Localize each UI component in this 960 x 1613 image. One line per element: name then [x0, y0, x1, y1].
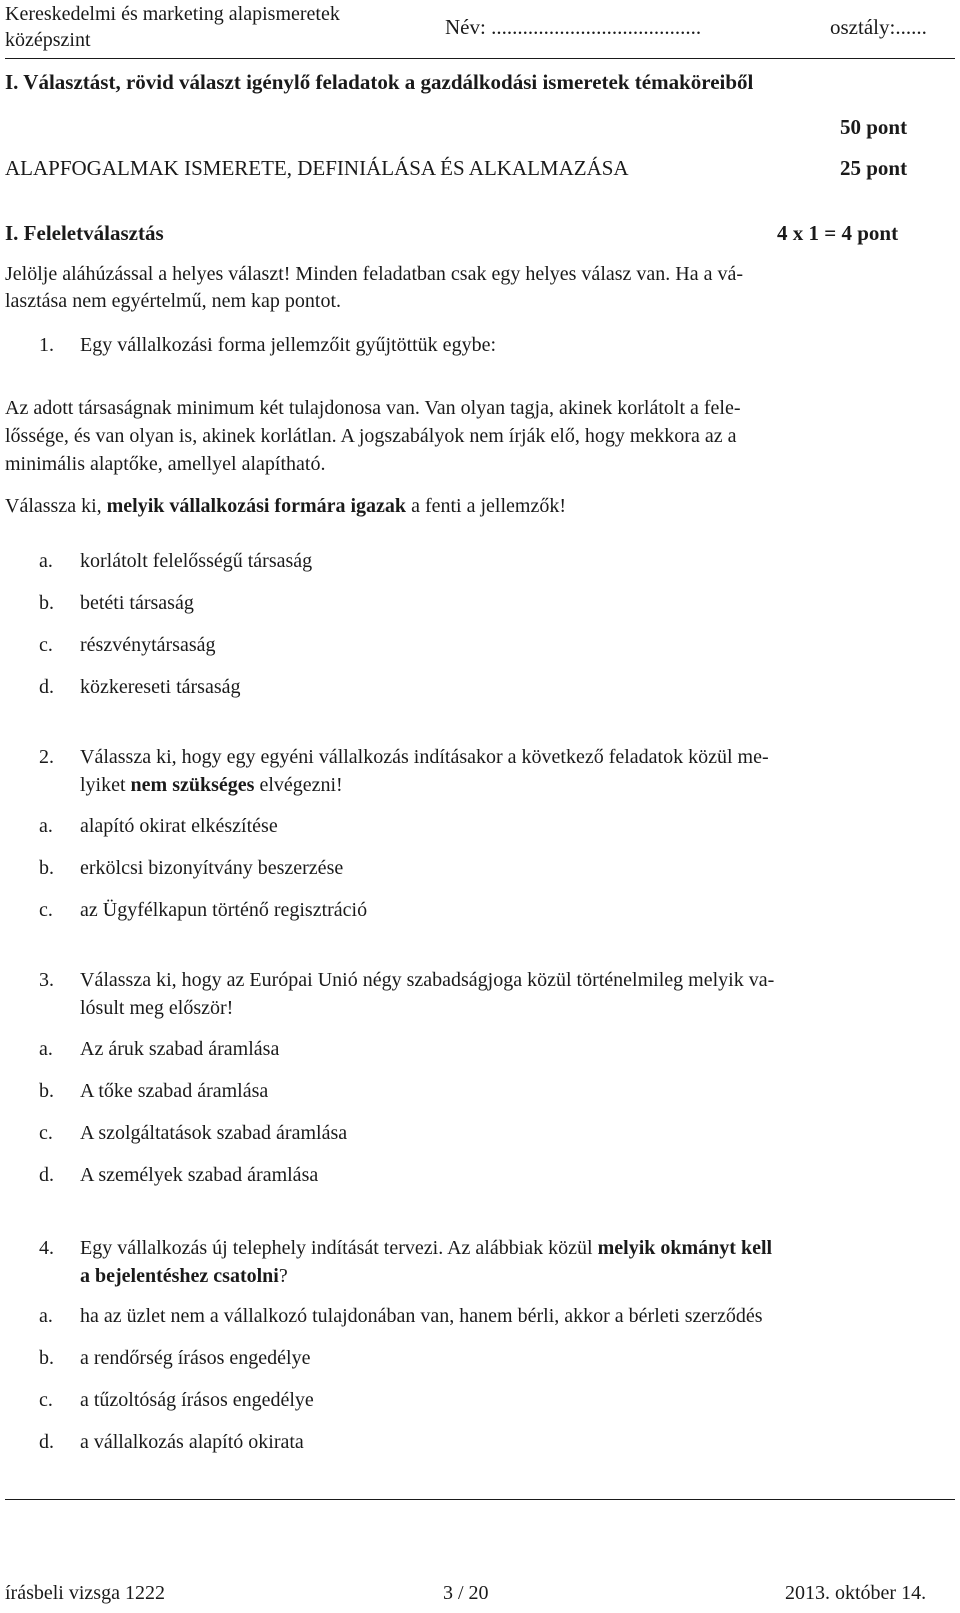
description-line: lőssége, és van olyan is, akinek korlátlan. A jogszabályok nem írják elő, hogy mekkora az a: [5, 425, 737, 447]
question-text-part: Egy vállalkozás új telephely indítását tervezi. Az alábbiak közül: [80, 1237, 598, 1259]
footer-exam-id: írásbeli vizsga 1222: [5, 1582, 165, 1604]
header-divider: [5, 58, 955, 59]
answer-option[interactable]: A szolgáltatások szabad áramlása: [80, 1122, 348, 1144]
question-emphasis: a bejelentéshez csatolni: [80, 1265, 279, 1287]
question-text: Egy vállalkozási forma jellemzőit gyűjtöttük egybe:: [80, 334, 496, 356]
option-mark: c.: [39, 1122, 53, 1144]
section-title: I. Választást, rövid választ igénylő feladatok a gazdálkodási ismeretek témaköreiből: [5, 70, 754, 94]
footer-date: 2013. október 14.: [785, 1582, 927, 1604]
subtitle-points: 25 pont: [840, 156, 908, 180]
option-mark: b.: [39, 592, 54, 614]
instructions-line2: lasztása nem egyértelmű, nem kap pontot.: [5, 290, 342, 312]
option-mark: a.: [39, 1305, 53, 1327]
question-number: 1.: [39, 334, 54, 356]
answer-option[interactable]: erkölcsi bizonyítvány beszerzése: [80, 857, 344, 879]
question-number: 3.: [39, 969, 54, 991]
option-mark: a.: [39, 550, 53, 572]
question-text: Válassza ki, hogy az Európai Unió négy szabadságjoga közül történelmileg melyik va-: [80, 969, 775, 991]
header-name-field: Név: ........................................: [445, 15, 702, 39]
answer-option[interactable]: betéti társaság: [80, 592, 194, 614]
answer-option[interactable]: az Ügyfélkapun történő regisztráció: [80, 899, 368, 921]
footer-divider: [5, 1499, 955, 1500]
answer-option[interactable]: ha az üzlet nem a vállalkozó tulajdonában van, hanem bérli, akkor a bérleti szerződés: [80, 1305, 763, 1327]
description-line: minimális alaptőke, amellyel alapítható.: [5, 453, 326, 475]
header-level: középszint: [5, 29, 91, 51]
answer-option[interactable]: a rendőrség írásos engedélye: [80, 1347, 311, 1369]
answer-option[interactable]: A személyek szabad áramlása: [80, 1164, 319, 1186]
answer-option[interactable]: a vállalkozás alapító okirata: [80, 1431, 304, 1453]
option-mark: b.: [39, 1080, 54, 1102]
answer-option[interactable]: A tőke szabad áramlása: [80, 1080, 269, 1102]
question-emphasis: nem szükséges: [130, 774, 255, 796]
option-mark: b.: [39, 1347, 54, 1369]
section-subtitle: ALAPFOGALMAK ISMERETE, DEFINIÁLÁSA ÉS ALKALMAZÁSA: [5, 156, 629, 180]
header-subject: Kereskedelmi és marketing alapismeretek: [5, 3, 340, 25]
answer-option[interactable]: alapító okirat elkészítése: [80, 815, 278, 837]
question-text: [80, 1262, 288, 1290]
description-line: Az adott társaságnak minimum két tulajdonosa van. Van olyan tagja, akinek korlátolt a fele-: [5, 397, 741, 419]
prompt-text: a fenti a jellemzők!: [406, 495, 566, 517]
option-mark: c.: [39, 1389, 53, 1411]
answer-option[interactable]: korlátolt felelősségű társaság: [80, 550, 313, 572]
question-text: [80, 771, 343, 799]
answer-option[interactable]: Az áruk szabad áramlása: [80, 1038, 280, 1060]
question-text: [80, 1234, 772, 1262]
option-mark: d.: [39, 1164, 54, 1186]
prompt-emphasis: melyik vállalkozási formára igazak: [106, 495, 407, 517]
option-mark: d.: [39, 676, 54, 698]
answer-option[interactable]: közkereseti társaság: [80, 676, 241, 698]
question-emphasis: melyik okmányt kell: [597, 1237, 773, 1259]
section-points: 50 pont: [840, 115, 908, 139]
option-mark: a.: [39, 1038, 53, 1060]
answer-option[interactable]: részvénytársaság: [80, 634, 216, 656]
option-mark: a.: [39, 815, 53, 837]
question-text-part: elvégezni!: [254, 774, 343, 796]
option-mark: d.: [39, 1431, 54, 1453]
option-mark: c.: [39, 899, 53, 921]
question-number: 4.: [39, 1237, 54, 1259]
prompt-text: Válassza ki,: [5, 495, 107, 517]
question-text-part: ?: [278, 1265, 288, 1287]
question-prompt: [5, 494, 566, 518]
question-text: Válassza ki, hogy egy egyéni vállalkozás indításakor a következő feladatok közül me-: [80, 746, 769, 768]
page-number: 3 / 20: [443, 1582, 489, 1604]
task-title: I. Feleletválasztás: [5, 221, 164, 245]
question-number: 2.: [39, 746, 54, 768]
option-mark: c.: [39, 634, 53, 656]
question-text-part: lyiket: [80, 774, 131, 796]
task-points: 4 x 1 = 4 pont: [777, 221, 899, 245]
question-text: lósult meg először!: [80, 997, 234, 1019]
instructions-line1: Jelölje aláhúzással a helyes választ! Minden feladatban csak egy helyes válasz van. Ha a vá-: [5, 263, 744, 285]
answer-option[interactable]: a tűzoltóság írásos engedélye: [80, 1389, 314, 1411]
header-class-field: osztály:......: [830, 15, 927, 39]
option-mark: b.: [39, 857, 54, 879]
